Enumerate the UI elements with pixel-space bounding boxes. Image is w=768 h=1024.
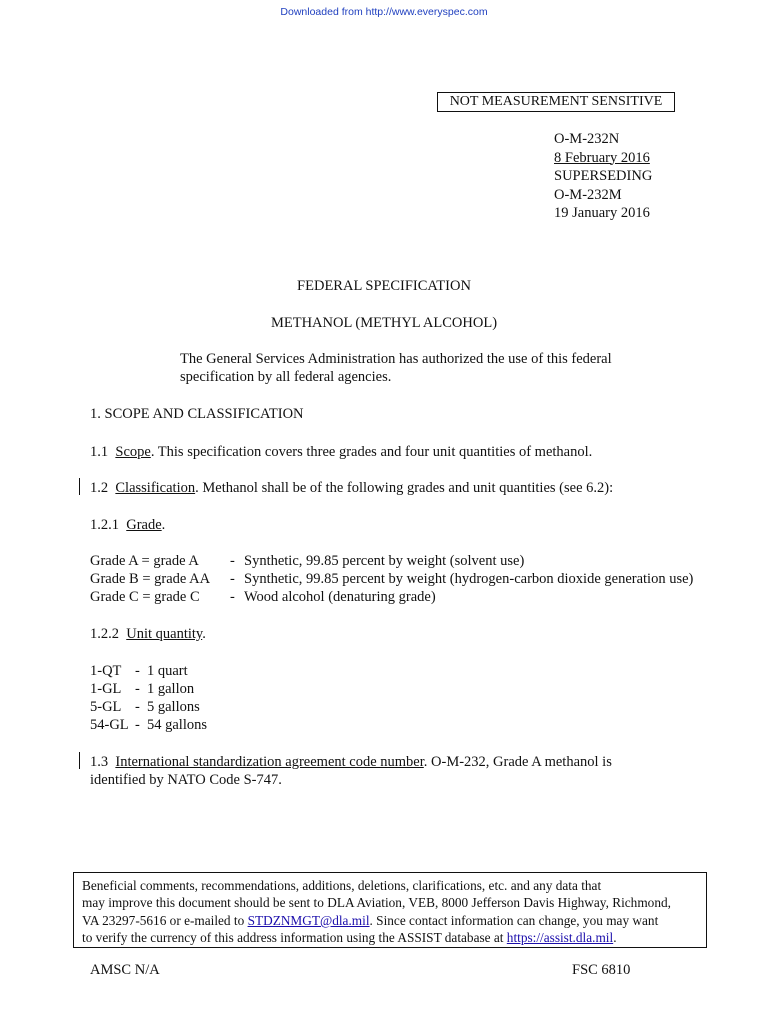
section-text: . O-M-232, Grade A methanol is bbox=[423, 754, 612, 770]
change-bar bbox=[79, 752, 80, 769]
grade-row bbox=[90, 588, 693, 606]
section-1-heading: 1. SCOPE AND CLASSIFICATION bbox=[90, 406, 304, 422]
grade-code: Grade A = grade A bbox=[90, 553, 199, 569]
section-text: . Methanol shall be of the following grades and unit quantities (see 6.2): bbox=[195, 480, 614, 496]
comments-text: to verify the currency of this address information using the ASSIST database at bbox=[82, 930, 507, 946]
comments-text: . Since contact information can change, you may want bbox=[369, 912, 659, 928]
quantity-description: 5 gallons bbox=[147, 699, 200, 715]
document-number: O-M-232N bbox=[554, 131, 620, 147]
grade-dash: - bbox=[230, 589, 235, 605]
section-title: Classification bbox=[115, 480, 196, 496]
quantity-dash: - bbox=[135, 681, 140, 697]
quantity-description: 1 quart bbox=[147, 663, 188, 679]
section-suffix: . bbox=[202, 626, 206, 642]
section-number: 1.2.2 bbox=[90, 626, 119, 642]
not-measurement-sensitive-label: NOT MEASUREMENT SENSITIVE bbox=[437, 92, 675, 112]
quantity-code: 1-QT bbox=[90, 663, 122, 679]
email-link[interactable]: STDZNMGT@dla.mil bbox=[247, 912, 370, 928]
document-title: METHANOL (METHYL ALCOHOL) bbox=[270, 315, 498, 331]
section-number: 1.3 bbox=[90, 754, 109, 770]
section-text: . This specification covers three grades and four unit quantities of methanol. bbox=[150, 444, 593, 460]
quantity-list bbox=[90, 662, 207, 734]
grade-dash: - bbox=[230, 553, 235, 569]
superseded-document-date: 19 January 2016 bbox=[554, 205, 650, 221]
comments-box bbox=[73, 872, 707, 948]
quantity-row bbox=[90, 716, 207, 734]
comments-line-4 bbox=[82, 929, 698, 946]
comments-line-1: Beneficial comments, recommendations, additions, deletions, clarifications, etc. and any data that bbox=[82, 878, 602, 893]
grade-description: Synthetic, 99.85 percent by weight (hydrogen-carbon dioxide generation use) bbox=[244, 571, 694, 587]
section-title: Grade bbox=[126, 517, 162, 533]
quantity-dash: - bbox=[135, 699, 140, 715]
section-title: Scope bbox=[115, 444, 151, 460]
grade-code: Grade B = grade AA bbox=[90, 571, 211, 587]
comments-text: VA 23297-5616 or e-mailed to bbox=[82, 912, 248, 928]
comments-line-3 bbox=[82, 912, 698, 929]
quantity-dash: - bbox=[135, 663, 140, 679]
spec-type-heading: FEDERAL SPECIFICATION bbox=[297, 278, 471, 294]
comments-text: . bbox=[613, 930, 617, 946]
section-number: 1.1 bbox=[90, 444, 109, 460]
authorization-statement bbox=[180, 350, 612, 386]
grade-list bbox=[90, 552, 693, 606]
amsc-label: AMSC N/A bbox=[90, 962, 160, 978]
section-title: International standardization agreement code number bbox=[115, 754, 424, 770]
section-number: 1.2.1 bbox=[90, 517, 119, 533]
section-1-2-1-grade bbox=[90, 516, 165, 534]
grade-code: Grade C = grade C bbox=[90, 589, 200, 605]
grade-row bbox=[90, 570, 693, 588]
quantity-description: 1 gallon bbox=[147, 681, 195, 697]
quantity-row bbox=[90, 662, 207, 680]
quantity-row bbox=[90, 680, 207, 698]
authorization-line-2: specification by all federal agencies. bbox=[180, 369, 392, 385]
grade-row bbox=[90, 552, 693, 570]
section-title: Unit quantity bbox=[126, 626, 203, 642]
quantity-code: 5-GL bbox=[90, 699, 122, 715]
quantity-dash: - bbox=[135, 717, 140, 733]
document-identification bbox=[554, 130, 652, 223]
superseding-label: SUPERSEDING bbox=[554, 168, 653, 184]
quantity-code: 54-GL bbox=[90, 717, 129, 733]
grade-description: Wood alcohol (denaturing grade) bbox=[244, 589, 436, 605]
authorization-line-1: The General Services Administration has authorized the use of this federal bbox=[180, 351, 612, 367]
assist-link[interactable]: https://assist.dla.mil bbox=[506, 930, 614, 946]
quantity-row bbox=[90, 698, 207, 716]
comments-line-2: may improve this document should be sent to DLA Aviation, VEB, 8000 Jefferson Davis Highway, Richmond, bbox=[82, 895, 671, 911]
fsc-label: FSC 6810 bbox=[572, 962, 631, 978]
section-1-3-line-2: identified by NATO Code S-747. bbox=[90, 772, 282, 788]
change-bar bbox=[79, 478, 80, 495]
section-number: 1.2 bbox=[90, 480, 109, 496]
superseded-document-number: O-M-232M bbox=[554, 186, 622, 203]
download-banner[interactable]: Downloaded from http://www.everyspec.com bbox=[280, 6, 488, 18]
grade-description: Synthetic, 99.85 percent by weight (solvent use) bbox=[244, 553, 525, 569]
grade-dash: - bbox=[230, 571, 235, 587]
section-1-1-scope bbox=[90, 443, 592, 461]
section-1-2-2-unit-quantity bbox=[90, 625, 206, 643]
section-1-2-classification bbox=[90, 479, 613, 497]
section-suffix: . bbox=[161, 517, 166, 533]
document-date: 8 February 2016 bbox=[554, 149, 650, 166]
section-1-3-line-1 bbox=[90, 753, 612, 771]
quantity-description: 54 gallons bbox=[147, 717, 208, 733]
section-1-3-nato-code bbox=[90, 753, 612, 789]
quantity-code: 1-GL bbox=[90, 681, 122, 697]
